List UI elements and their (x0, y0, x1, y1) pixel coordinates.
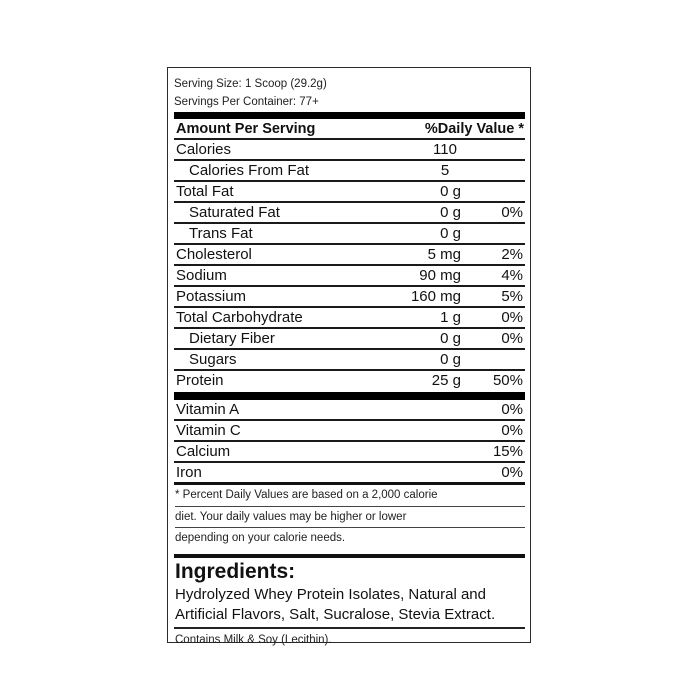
nutrient-name: Saturated Fat (189, 204, 280, 221)
nutrient-amount: 1 g (440, 309, 461, 326)
nutrient-amount: 90 mg (419, 267, 461, 284)
vitamin-row-vitamin-a (174, 400, 525, 421)
nutrient-amount: 25 g (431, 372, 461, 389)
nutrient-name: Trans Fat (189, 225, 253, 242)
nutrient-row-cholesterol (174, 245, 525, 266)
vitamin-row-vitamin-c (174, 421, 525, 442)
nutrient-name: Calories (176, 141, 232, 158)
nutrient-amount: 0 g (440, 225, 461, 242)
ingredients-heading: Ingredients: (175, 559, 296, 583)
nutrient-row-calories-from-fat (174, 161, 525, 182)
nutrient-name: Protein (176, 372, 224, 389)
footnote-line: * Percent Daily Values are based on a 2,000 calorie (175, 485, 525, 507)
nutrient-name: Calories From Fat (189, 162, 310, 179)
nutrient-name: Sodium (176, 267, 227, 284)
nutrition-facts-panel (167, 67, 531, 646)
nutrient-amount: 0 g (440, 351, 461, 368)
nutrient-name: Sugars (189, 351, 237, 368)
nutrient-amount: 5 (440, 162, 450, 179)
ingredients-list (174, 585, 525, 629)
nutrient-dv: 0% (501, 330, 523, 347)
nutrient-row-calories (174, 140, 525, 161)
vitamin-dv: 0% (501, 464, 523, 481)
daily-value-heading: %Daily Value * (424, 121, 524, 137)
vitamin-dv: 15% (492, 443, 523, 460)
nutrient-name: Dietary Fiber (189, 330, 275, 347)
allergen-statement: Contains Milk & Soy (Lecithin). (175, 633, 332, 646)
vitamin-name: Vitamin C (176, 422, 241, 439)
vitamin-name: Iron (176, 464, 202, 481)
nutrient-amount: 110 (433, 141, 457, 158)
vitamin-row-calcium (174, 442, 525, 463)
nutrient-amount: 0 g (440, 330, 461, 347)
nutrient-name: Total Fat (176, 183, 234, 200)
nutrient-dv: 0% (501, 204, 523, 221)
ingredients-line: Hydrolyzed Whey Protein Isolates, Natural and (175, 585, 486, 603)
ingredients-line: Artificial Flavors, Salt, Sucralose, Stevia Extract. (175, 605, 496, 623)
nutrient-row-sodium (174, 266, 525, 287)
nutrient-name: Total Carbohydrate (176, 309, 303, 326)
vitamin-dv: 0% (501, 422, 523, 439)
daily-value-footnote (174, 485, 525, 549)
thick-divider (174, 554, 525, 558)
nutrient-dv: 2% (501, 246, 523, 263)
serving-size: Serving Size: 1 Scoop (29.2g) (174, 78, 327, 90)
nutrient-row-total-fat (174, 182, 525, 203)
nutrient-amount: 0 g (440, 204, 461, 221)
servings-per-container: Servings Per Container: 77+ (174, 96, 319, 108)
nutrient-name: Potassium (176, 288, 247, 305)
nutrient-amount: 0 g (440, 183, 461, 200)
nutrient-row-sugars (174, 350, 525, 371)
nutrient-amount: 160 mg (410, 288, 461, 305)
nutrient-dv: 0% (501, 309, 523, 326)
nutrient-dv: 4% (501, 267, 523, 284)
nutrition-facts-content (174, 68, 525, 650)
thick-divider (174, 112, 525, 119)
nutrient-row-total-carbohydrate (174, 308, 525, 329)
nutrient-amount: 5 mg (427, 246, 461, 263)
amount-per-serving-heading: Amount Per Serving (176, 121, 316, 137)
vitamin-name: Vitamin A (176, 401, 240, 418)
table-header (174, 119, 525, 140)
vitamin-row-iron (174, 463, 525, 485)
nutrient-row-potassium (174, 287, 525, 308)
vitamin-dv: 0% (501, 401, 523, 418)
nutrient-row-trans-fat (174, 224, 525, 245)
footnote-line: diet. Your daily values may be higher or lower (175, 507, 525, 529)
nutrient-row-dietary-fiber (174, 329, 525, 350)
vitamin-name: Calcium (176, 443, 231, 460)
nutrient-name: Cholesterol (176, 246, 252, 263)
nutrient-row-protein (174, 371, 525, 392)
footnote-line: depending on your calorie needs. (175, 532, 346, 544)
thick-divider (174, 392, 525, 400)
nutrient-dv: 5% (501, 288, 523, 305)
nutrient-row-saturated-fat (174, 203, 525, 224)
nutrient-dv: 50% (492, 372, 523, 389)
